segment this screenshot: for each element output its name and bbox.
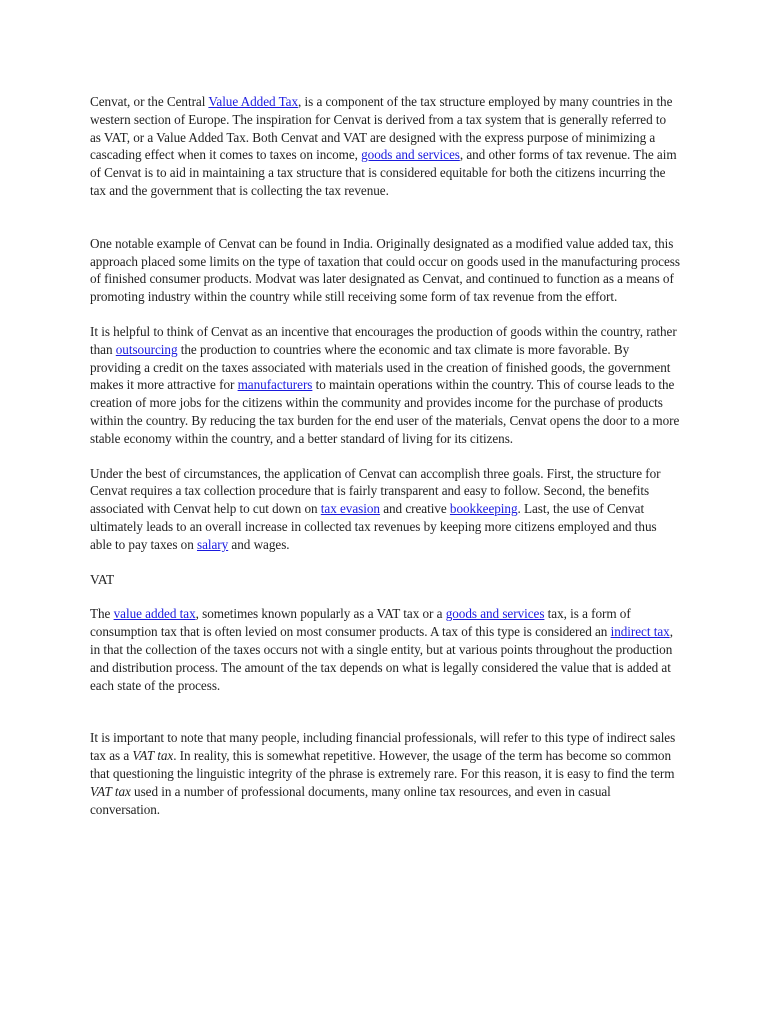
paragraph-cenvat-incentive: [90, 323, 680, 448]
document-page: [90, 93, 680, 818]
link-bookkeeping[interactable]: bookkeeping: [449, 501, 518, 517]
link-indirect-tax[interactable]: indirect tax: [610, 624, 670, 640]
section-heading-vat: VAT: [90, 571, 115, 587]
text: It is important to note that many people, including financial professionals, will refer to this type of indirect sales tax as a: [90, 730, 676, 764]
paragraph-cenvat-intro: [90, 93, 680, 200]
link-manufacturers[interactable]: manufacturers: [237, 377, 313, 393]
text: and wages.: [228, 536, 290, 552]
link-value-added-tax[interactable]: value added tax: [113, 606, 196, 622]
text: to maintain operations within the country. This of course leads to the creation of more jobs for the citizens within the community and provides income for the purchase of products within the country. By reducing the tax burden for the end user of the materials, Cenvat opens the door to a more stable economy within the country, and a better standard of living for its citizens.: [90, 377, 680, 446]
paragraph-cenvat-india: [90, 235, 680, 306]
link-salary[interactable]: salary: [196, 536, 229, 552]
text: the production to countries where the economic and tax climate is more favorable. By providing a credit on the taxes associated with materials used in the creation of finished goods, the government makes it more attractive for: [90, 341, 671, 393]
text: , sometimes known popularly as a VAT tax or a: [195, 606, 446, 622]
link-goods-and-services[interactable]: goods and services: [445, 606, 545, 622]
text: Under the best of circumstances, the application of Cenvat can accomplish three goals. First, the structure for Cenvat requires a tax collection procedure that is fairly transparent and easy to follow. Second, the benefits associated with Cenvat help to cut down on: [90, 465, 661, 517]
link-value-added-tax[interactable]: Value Added Tax: [208, 94, 299, 109]
text: . Last, the use of Cenvat ultimately leads to an overall increase in collected tax revenues by keeping more citizens employed and thus able to pay taxes on: [90, 501, 657, 552]
link-outsourcing[interactable]: outsourcing: [115, 341, 178, 357]
text: Cenvat, or the Central: [90, 94, 209, 109]
text: It is helpful to think of Cenvat as an incentive that encourages the production of goods within the country, rather than: [90, 323, 677, 357]
text: . In reality, this is somewhat repetitive. However, the usage of the term has become so common that questioning the linguistic integrity of the phrase is extremely rare. For this reason, it is easy to find the term: [90, 748, 675, 781]
text: and creative: [379, 501, 450, 517]
paragraph-cenvat-goals: [90, 465, 680, 554]
text: , in that the collection of the taxes occurs not with a single entity, but at various points throughout the production and distribution process. The amount of the tax depends on what is legally considered the value that is added at each state of the process.: [90, 624, 673, 693]
text: used in a number of professional documents, many online tax resources, and even in casual conversation.: [90, 783, 611, 817]
link-tax-evasion[interactable]: tax evasion: [320, 501, 380, 517]
text: , is a component of the tax structure employed by many countries in the western section of Europe. The inspiration for Cenvat is derived from a tax system that is generally referred to as VAT, or a Value Added Tax. Both Cenvat and VAT are designed with the express purpose of minimizing a cascading effect when it comes to taxes on income,: [90, 94, 673, 163]
text: , and other forms of tax revenue. The aim of Cenvat is to aid in maintaining a tax structure that is considered equitable for both the citizens incurring the tax and the government that is collecting the tax revenue.: [90, 147, 677, 198]
text: tax, is a form of consumption tax that is often levied on most consumer products. A tax of this type is considered an: [90, 606, 631, 640]
text: The: [90, 606, 114, 622]
italic-term: VAT tax: [90, 783, 131, 799]
link-goods-and-services[interactable]: goods and services: [361, 147, 460, 163]
paragraph-vat-definition: [90, 605, 680, 694]
text: One notable example of Cenvat can be found in India. Originally designated as a modified value added tax, this approach placed some limits on the type of taxation that could occur on goods used in the manufacturing process of finished consumer products. Modvat was later designated as Cenvat, and continued to function as a means of promoting industry within the country while still receiving some form of tax revenue from the effort.: [90, 235, 680, 305]
italic-term: VAT tax: [132, 748, 174, 764]
paragraph-vat-tax-usage: [90, 729, 680, 818]
